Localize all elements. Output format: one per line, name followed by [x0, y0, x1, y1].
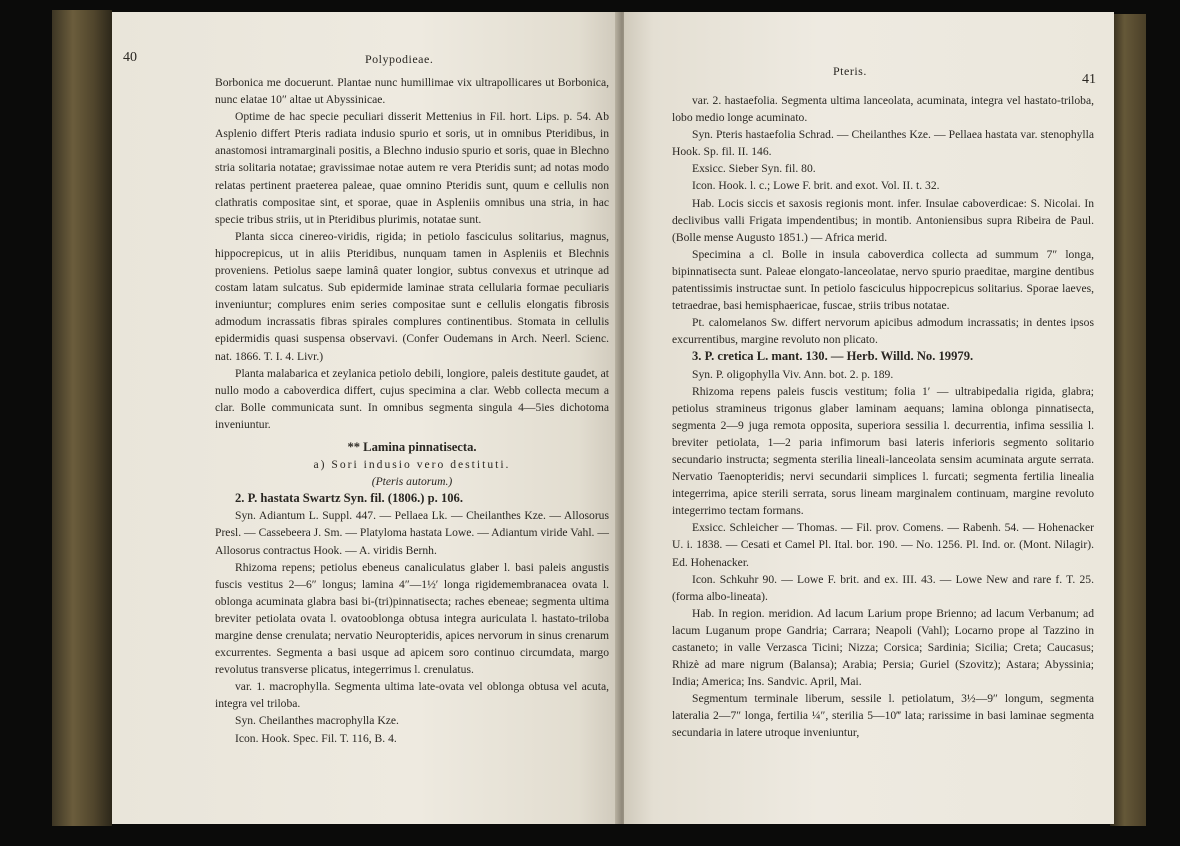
paragraph: Hab. Locis siccis et saxosis regionis mont. infer. Insulae caboverdicae: S. Nicolai. In declivibus valli Frigata impendentibus; in montib. Antoniensibus supra Ribeira de Paul. (Bolle mense Augusto 1851.) — Africa merid. — [672, 196, 1094, 244]
paragraph: Optime de hac specie peculiari disserit Mettenius in Fil. hort. Lips. p. 54. Ab Asplenio differt Pteris radiata indusio spurio et soris, ut in omnibus Pteridibus, in anastomosi intramarginali positis, a Blechno indusio spurio et soris, quae in Blechno stria solitaria notatae; gravissimae notae autem re vera Pteridis sunt; ad notas modo relatas pertinent praeterea paleae, quae omnino Pteridis sunt, quum e cellulis non clathratis compositae sint, et sporae, quae in Aspleniis omnibus una stria, in hac specie tribus striis, ut in Pteridibus plurimis, notatae sunt. — [215, 110, 609, 226]
paragraph: Icon. Hook. l. c.; Lowe F. brit. and exot. Vol. II. t. 32. — [692, 179, 940, 193]
paragraph: Rhizoma repens; petiolus ebeneus canaliculatus glaber l. basi paleis angustis fuscis vestitus 2—6″ longus; lamina 4″—1½′ longa rigidemembranacea ovata l. oblonga acuminata glabra basi bi-(tri)pinnatisecta; raches ebeneae; segmenta ultima breviter petiolata ovata l. ovatooblonga obtusa integra auriculata l. hastato-triloba margine dense crenulata; nervatio Neuropteridis, apices nervorum in sinus crenarum excurrentes. Segmenta a basi usque ad apicem soro continuo circumdata, margo revolutus transverse plicatus, integerrimus l. crenulatus. — [215, 560, 609, 677]
species-heading: 2. P. hastata Swartz Syn. fil. (1806.) p. 106. — [235, 491, 463, 506]
left-running-title: Polypodieae. — [365, 52, 434, 66]
paragraph: Hab. In region. meridion. Ad lacum Larium prope Brienno; ad lacum Verbanum; ad lacum Luganum prope Gandria; Carrara; Neapoli (Vahl); Locarno prope al Tazzino in castaneto; in valle Verzasca Ticini; Nizza; Corsica; Sardinia; Sicilia; Creta; Caucasus; Rhizè ad mare nigrum (Balansa); Arabia; Persia; Guriel (Szovitz); Astara; Abyssinia; India; America; Ins. Sandvic. April, Mai. — [672, 606, 1094, 689]
right-running-title: Pteris. — [833, 64, 867, 78]
paragraph: Exsicc. Sieber Syn. fil. 80. — [692, 162, 816, 176]
paragraph: Syn. Cheilanthes macrophylla Kze. — [235, 714, 399, 728]
paragraph: Icon. Schkuhr 90. — Lowe F. brit. and ex. III. 43. — Lowe New and rare f. T. 25. (forma albo-lineata). — [672, 572, 1094, 603]
paragraph: Rhizoma repens paleis fuscis vestitum; folia 1′ — ultrabipedalia rigida, glabra; petiolus stramineus trigonus glaber laminam aequans; lamina oblonga pinnatisecta, segmenta 2—9 juga remota opposita, superiora sessilia l. decurrentia, infima sessilia l. breviter petiolata, 1—2 paria infimorum basi lateris inferioris segmento solitario secundario instructa; segmenta sterilia lineali-lanceolata sensim acuminata argute serrata. Nervatio Taenopteridis; nervi secundarii simplices l. furcati; segmenta fertilia linealia integerrima, apice sterili serrata, sorus lineam marginalem continuam, margine revoluto integerrimo tectam formans. — [672, 384, 1094, 518]
paragraph: Segmentum terminale liberum, sessile l. petiolatum, 3½—9″ longum, segmenta lateralia 2—7″ longa, fertilia ¼″, sterilia 5—10‴ lata; rarissime in basi laminae segmenta secundaria in latere utroque inveniuntur, — [672, 692, 1094, 740]
right-body — [672, 88, 1094, 742]
right-page — [624, 12, 1114, 824]
book-edge-right — [1110, 14, 1146, 826]
left-page — [112, 12, 619, 824]
section-heading: ** Lamina pinnatisecta. — [347, 439, 477, 454]
paragraph: var. 2. hastaefolia. Segmenta ultima lanceolata, acuminata, integra vel hastato-triloba, lobo medio longe acuminato. — [672, 94, 1094, 125]
paragraph: Syn. Pteris hastaefolia Schrad. — Cheilanthes Kze. — Pellaea hastata var. stenophylla Hook. Sp. fil. II. 146. — [672, 128, 1094, 159]
subsection-note: (Pteris autorum.) — [371, 475, 453, 489]
paragraph: Borbonica me docuerunt. Plantae nunc humillimae vix ultrapollicares ut Borbonica, nunc elatae 10″ altae ut Abyssinicae. — [215, 76, 609, 107]
subsection-heading: a) Sori indusio vero destituti. — [313, 458, 511, 472]
paragraph: Planta malabarica et zeylanica petiolo debili, longiore, paleis destitute gaudet, at nullo modo a caboverdica differt, cujus specimina a clar. Webb collecta mecum a clar. Bolle communicata sunt. In omnibus segmenta singula 4—5ies dichotoma inveniuntur. — [215, 366, 609, 431]
paragraph: Pt. calomelanos Sw. differt nervorum apicibus admodum incrassatis; in dentes ipsos excurrentibus, margine revoluto non plicato. — [672, 316, 1094, 347]
paragraph: Icon. Hook. Spec. Fil. T. 116, B. 4. — [235, 731, 397, 745]
species-heading: 3. P. cretica L. mant. 130. — Herb. Willd. No. 19979. — [692, 349, 974, 364]
paragraph: Specimina a cl. Bolle in insula caboverdica collecta ad summum 7″ longa, bipinnatisecta sunt. Paleae elongato-lanceolatae, nervo spurio praeditae, margine dentibus patentissimis instructae sunt. In petiolo fasciculus hippocrepicus solitarius. Sporae laeves, tetraedrae, basi hemisphaericae, fuscae, striis tribus notatae. — [672, 247, 1094, 313]
left-body — [215, 74, 609, 747]
book-edge-left — [52, 10, 112, 826]
right-page-number: 41 — [1082, 72, 1096, 87]
paragraph: Planta sicca cinereo-viridis, rigida; in petiolo fasciculus solitarius, magnus, hippocrepicus, ut in aliis Pteridibus, nunquam tamen in Aspleniis et Blechnis proveniens. Petiolus saepe laminâ quater longior, subtus convexus et utrinque ad costam latam sulcatus. Sub epidermide laminae strata cellularia formae peculiaris inveniuntur; complures enim series compositae sunt e cellulis elongatis fibrosis admodum incrassatis fibras spirales complures continentibus. Stomata in cellulis epidermidis quasi suspensa observavi. (Confer Oudemans in Arch. Neerl. Scienc. nat. 1866. T. I. 4. Livr.) — [215, 229, 609, 363]
left-running-head — [123, 50, 609, 68]
paragraph: var. 1. macrophylla. Segmenta ultima late-ovata vel oblonga obtusa vel acuta, integra vel triloba. — [215, 680, 609, 711]
paragraph: Exsicc. Schleicher — Thomas. — Fil. prov. Comens. — Rabenh. 54. — Hohenacker U. i. 1838. — Cesati et Camel Pl. Ital. bor. 190. — No. 1256. Pl. Ind. or. (Mont. Nilagir). Ed. Hohenacker. — [672, 521, 1094, 569]
paragraph: Syn. Adiantum L. Suppl. 447. — Pellaea Lk. — Cheilanthes Kze. — Allosorus Presl. — Cassebeera J. Sm. — Platyloma hastata Lowe. — Adiantum viride Vahl. — Allosorus contractus Hook. — A. viridis Bernh. — [215, 509, 609, 557]
paragraph: Syn. P. oligophylla Viv. Ann. bot. 2. p. 189. — [692, 367, 894, 381]
left-page-number: 40 — [123, 50, 137, 65]
right-running-head — [672, 64, 1096, 87]
